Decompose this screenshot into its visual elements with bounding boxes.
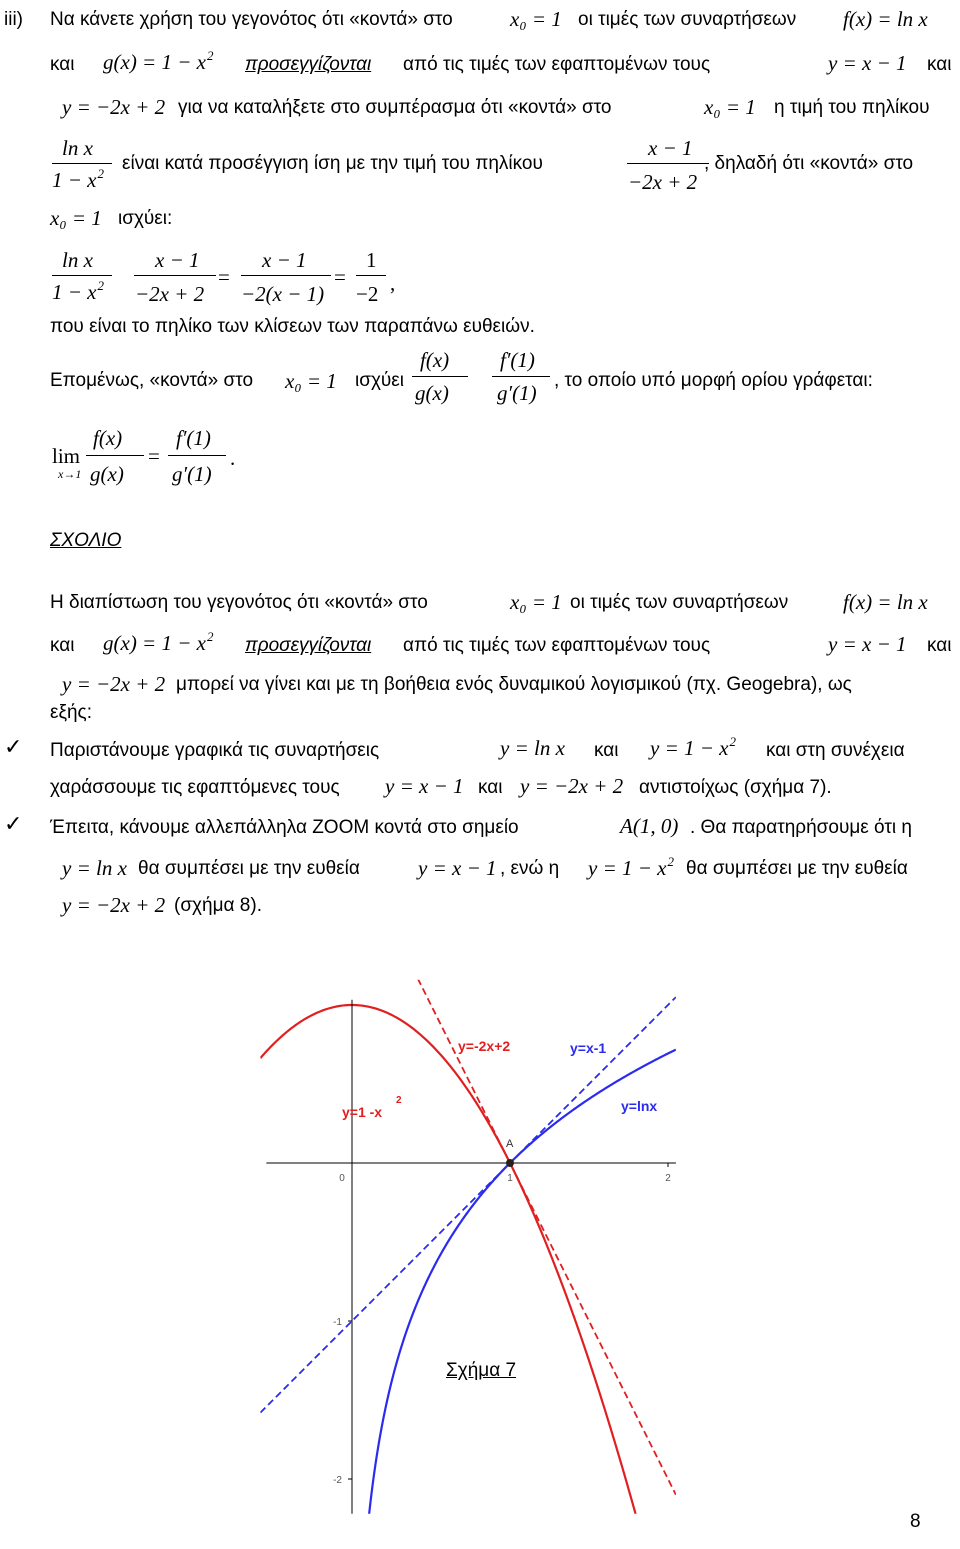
bullet1-text: Παριστάνουμε γραφικά τις συναρτήσεις [50,740,380,761]
bullet2-line2b: , ενώ η [500,858,560,879]
x0-eq-1: x₀ = 1 [510,7,562,31]
p1-line4-end: , δηλαδή ότι «κοντά» στο [704,153,914,174]
equals-sign: = [218,265,230,289]
bullet2-line2a: θα συμπέσει με την ευθεία [138,858,360,879]
label-ln: y=lnx [621,1098,658,1114]
point-A: A(1, 0) [620,814,679,838]
fx-numerator: f(x) [420,348,450,372]
ln-x-numerator: ln x [62,136,93,160]
and-word: και [594,740,619,761]
ln-x-numerator: ln x [62,248,93,272]
tangent-minus2x-plus2: y = −2x + 2 [62,893,166,917]
fp1-numerator: f′(1) [500,348,535,372]
fraction-bar [168,455,226,456]
gx-denominator: g(x) [415,381,449,405]
fraction-bar [412,376,468,377]
minus2-paren-denominator: −2(x − 1) [241,282,325,306]
minus2x-plus2-denominator: −2x + 2 [628,170,698,194]
tangent-minus2x-plus2: y = −2x + 2 [520,774,624,798]
parabola-curve [260,1005,676,1549]
and-word: και [50,54,75,75]
x-minus-1-numerator: x − 1 [155,248,200,272]
g-definition: $g(x) = 1 - x^2$ [103,629,214,655]
p1-line5-text: ισχύει: [118,208,173,229]
checkmark-icon: ✓ [4,735,23,760]
page-number: 8 [910,1511,921,1532]
point-a-label: A [506,1138,514,1150]
p1-line1-mid: οι τιμές των συναρτήσεων [578,9,797,30]
x0-eq-1: x₀ = 1 [285,369,337,393]
point-a-marker [506,1159,514,1167]
y-1-minus-x2: $y = 1 - x^2$ [588,854,674,880]
fx-numerator: f(x) [93,426,123,450]
tangent-minus2x-plus2: y = −2x + 2 [62,672,166,696]
comment-line1-mid: οι τιμές των συναρτήσεων [570,592,789,613]
and-word: και [927,54,952,75]
comment-heading: ΣΧΟΛΙΟ [50,530,122,551]
approx-word: προσεγγίζονται [245,54,372,75]
f-definition: f(x) = ln x [843,7,928,31]
lim-subscript: x→1 [58,467,82,481]
part-label: iii) [4,9,23,30]
minus2x-plus2-denominator: −2x + 2 [135,282,205,306]
x-minus-1-numerator: x − 1 [648,136,693,160]
tangent-line-blue [260,997,676,1413]
bullet1-end: και στη συνέχεια [766,740,905,761]
and-word: και [927,635,952,656]
one-minus-x2-denominator: $1 - x^2$ [52,278,104,304]
bullet2-line3: (σχήμα 8). [174,895,262,916]
equals-sign: = [148,444,160,468]
x-tick-label: 0 [339,1173,345,1184]
approx-word: προσεγγίζονται [245,635,372,656]
comment-line3-text: μπορεί να γίνει και με τη βοήθεια ενός δυναμικού λογισμικού (πχ. Geogebra), ως [176,674,852,695]
fraction-bar [492,376,550,377]
comma: , [390,271,396,295]
bullet2-line2c: θα συμπέσει με την ευθεία [686,858,908,879]
fraction-bar [52,163,112,164]
p1-line3-end: η τιμή του πηλίκου [774,97,930,118]
f-definition: f(x) = ln x [843,590,928,614]
comment-line4-text: εξής: [50,702,92,723]
y-1-minus-x2: $y = 1 - x^2$ [650,734,736,760]
lim-operator: lim [52,444,81,468]
p1-line3-text: για να καταλήξετε στο συμπέρασμα ότι «κοντά» στο [178,97,612,118]
bullet2-end: . Θα παρατηρήσουμε ότι η [690,817,912,838]
fraction-bar [86,455,144,456]
gx-denominator: g(x) [90,462,124,486]
tangent-y-x-minus-1: y = x − 1 [828,51,907,75]
x-tick-label: 2 [665,1173,671,1184]
p1-line4-text: είναι κατά προσέγγιση ίση με την τιμή του πηλίκου [122,153,543,174]
tangent-minus2x-plus2: y = −2x + 2 [62,95,166,119]
figure-caption: Σχήμα 7 [446,1360,517,1381]
p1-line8-text: Επομένως, «κοντά» στο [50,370,254,391]
p1-line1-text: Να κάνετε χρήση του γεγονότος ότι «κοντά» στο [50,9,453,30]
gp1-denominator: g′(1) [497,381,537,405]
fraction-bar [627,163,709,164]
and-word: και [478,777,503,798]
x-tick-label: 1 [507,1173,513,1184]
p1-line8-mid: ισχύει [355,370,405,391]
ln-curve [369,1050,676,1520]
x0-eq-1: x₀ = 1 [704,95,756,119]
tangent-y-x-minus-1: y = x − 1 [828,632,907,656]
y-tick-label: -2 [333,1475,342,1486]
x0-eq-1: x₀ = 1 [510,590,562,614]
one-numerator: 1 [366,248,377,272]
p1-line7-text: που είναι το πηλίκο των κλίσεων των παραπάνω ευθειών. [50,316,535,337]
equals-sign: = [334,265,346,289]
fp1-numerator: f′(1) [176,426,211,450]
bullet2-text: Έπειτα, κάνουμε αλλεπάλληλα ZOOM κοντά στο σημείο [50,817,519,838]
fraction-bar [52,275,112,276]
minus2-denominator: −2 [356,282,379,306]
bullet1-line2-end: αντιστοίχως (σχήμα 7). [639,777,832,798]
y-lnx: y = ln x [62,856,127,880]
label-parabola-exponent: 2 [396,1095,402,1106]
tangent-y-x-minus-1: y = x − 1 [418,856,497,880]
comment-line1-text: Η διαπίστωση του γεγονότος ότι «κοντά» στο [50,592,428,613]
x-minus-1-numerator: x − 1 [262,248,307,272]
label-tangent-blue: y=x-1 [570,1040,607,1056]
and-word: και [50,635,75,656]
x0-eq-1: x₀ = 1 [50,206,102,230]
y-lnx: y = ln x [500,736,565,760]
fraction-bar [356,275,386,276]
label-parabola: y=1 -x [342,1104,383,1120]
period: . [230,446,236,470]
p1-line8-end: , το οποίο υπό μορφή ορίου γράφεται: [554,370,873,391]
tangent-y-x-minus-1: y = x − 1 [385,774,464,798]
fraction-bar [134,275,216,276]
label-tangent-red: y=-2x+2 [458,1038,511,1054]
fraction-bar [241,275,331,276]
g-definition: $g(x) = 1 - x^2$ [103,48,214,74]
comment-line2-text: από τις τιμές των εφαπτομένων τους [403,635,711,656]
gp1-denominator: g′(1) [172,462,212,486]
one-minus-x2-denominator: $1 - x^2$ [52,166,104,192]
y-tick-label: -1 [333,1317,342,1328]
p1-line2-text: από τις τιμές των εφαπτομένων τους [403,54,711,75]
checkmark-icon: ✓ [4,812,23,837]
bullet1-line2: χαράσσουμε τις εφαπτόμενες τους [50,777,340,798]
